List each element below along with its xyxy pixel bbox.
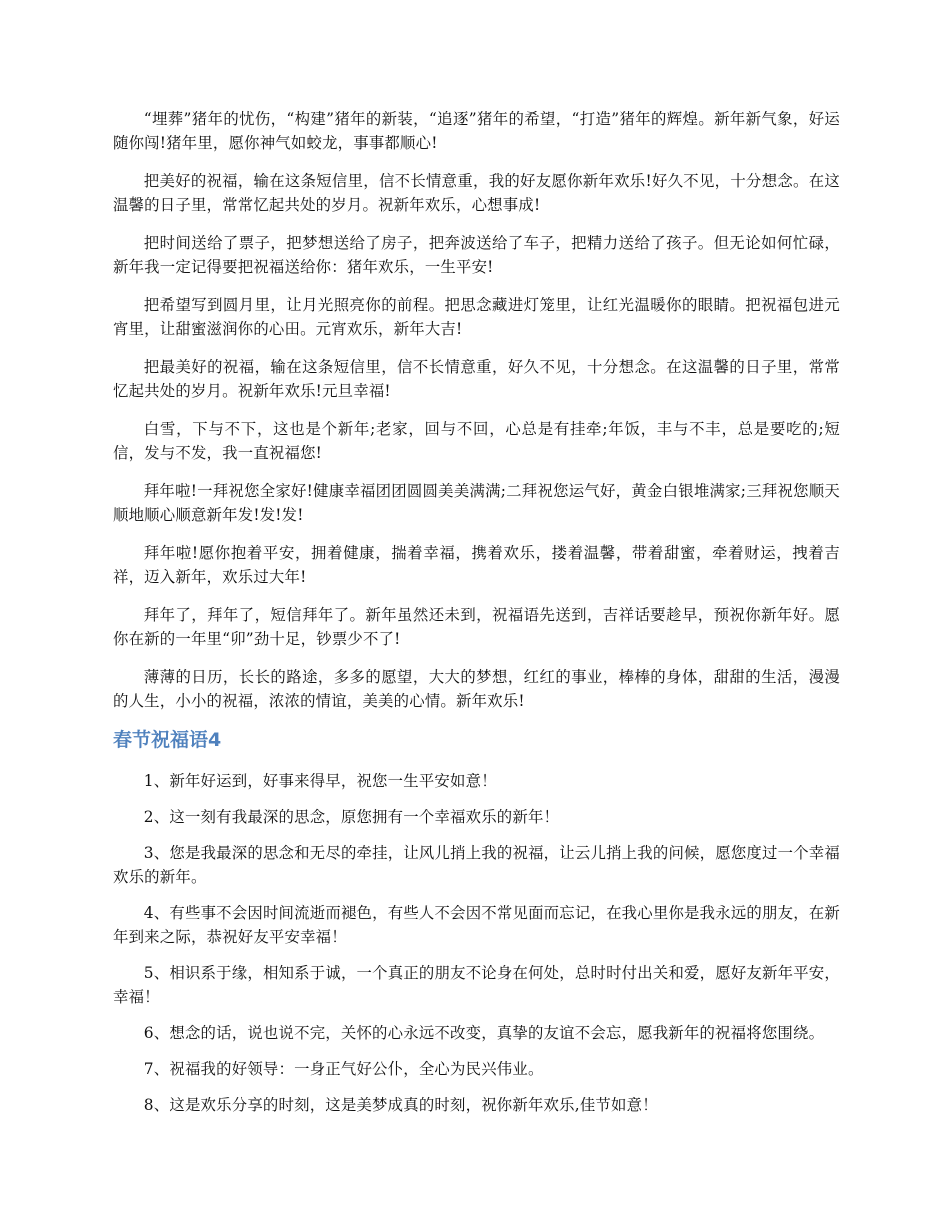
greeting-list: [113, 769, 840, 1117]
paragraph: 把希望写到圆月里，让月光照亮你的前程。把思念藏进灯笼里，让红光温暖你的眼睛。把祝福包进元宵里，让甜蜜滋润你的心田。元宵欢乐，新年大吉!: [113, 296, 840, 338]
paragraph: 拜年啦!愿你抱着平安，拥着健康，揣着幸福，携着欢乐，搂着温馨，带着甜蜜，牵着财运，拽着吉祥，迈入新年，欢乐过大年!: [113, 544, 840, 586]
list-item: 8、这是欢乐分享的时刻，这是美梦成真的时刻，祝你新年欢乐,佳节如意！: [143, 1096, 658, 1114]
document-page: [113, 107, 840, 1129]
list-item: 6、想念的话，说也说不完，关怀的心永远不改变，真挚的友谊不会忘，愿我新年的祝福将您围绕。: [143, 1024, 825, 1042]
list-item: 4、有些事不会因时间流逝而褪色，有些人不会因不常见面而忘记，在我心里你是我永远的朋友，在新年到来之际，恭祝好友平安幸福！: [113, 904, 840, 946]
paragraph: 薄薄的日历，长长的路途，多多的愿望，大大的梦想，红红的事业，棒棒的身体，甜甜的生活，漫漫的人生，小小的祝福，浓浓的情谊，美美的心情。新年欢乐!: [113, 668, 840, 710]
paragraph: 把美好的祝福，输在这条短信里，信不长情意重，我的好友愿你新年欢乐!好久不见，十分想念。在这温馨的日子里，常常忆起共处的岁月。祝新年欢乐，心想事成!: [113, 172, 840, 214]
list-item: 2、这一刻有我最深的思念，原您拥有一个幸福欢乐的新年！: [143, 808, 560, 826]
paragraph: 拜年啦!一拜祝您全家好!健康幸福团团圆圆美美满满;二拜祝您运气好，黄金白银堆满家;三拜祝您顺天顺地顺心顺意新年发!发!发!: [113, 482, 840, 524]
list-item: 7、祝福我的好领导：一身正气好公仆，全心为民兴伟业。: [143, 1060, 544, 1078]
paragraph: 白雪，下与不下，这也是个新年;老家，回与不回，心总是有挂牵;年饭，丰与不丰，总是要吃的;短信，发与不发，我一直祝福您!: [113, 420, 840, 462]
paragraph: 把最美好的祝福，输在这条短信里，信不长情意重，好久不见，十分想念。在这温馨的日子里，常常忆起共处的岁月。祝新年欢乐!元旦幸福!: [113, 358, 840, 400]
paragraph: 拜年了，拜年了，短信拜年了。新年虽然还未到，祝福语先送到，吉祥话要趁早，预祝你新年好。愿你在新的一年里“卯”劲十足，钞票少不了!: [113, 606, 840, 648]
section-heading: 春节祝福语4: [113, 729, 222, 751]
paragraph: “埋葬”猪年的忧伤，“构建”猪年的新装，“追逐”猪年的希望，“打造”猪年的辉煌。新年新气象，好运随你闯!猪年里，愿你神气如蛟龙，事事都顺心!: [113, 110, 840, 152]
list-item: 1、新年好运到，好事来得早，祝您一生平安如意！: [143, 772, 497, 790]
paragraph: 把时间送给了票子，把梦想送给了房子，把奔波送给了车子，把精力送给了孩子。但无论如何忙碌，新年我一定记得要把祝福送给你：猪年欢乐，一生平安!: [113, 234, 840, 276]
list-item: 3、您是我最深的思念和无尽的牵挂，让风儿捎上我的祝福，让云儿捎上我的问候，愿您度过一个幸福欢乐的新年。: [113, 844, 840, 886]
list-item: 5、相识系于缘，相知系于诚，一个真正的朋友不论身在何处，总时时付出关和爱，愿好友新年平安，幸福！: [113, 964, 840, 1006]
